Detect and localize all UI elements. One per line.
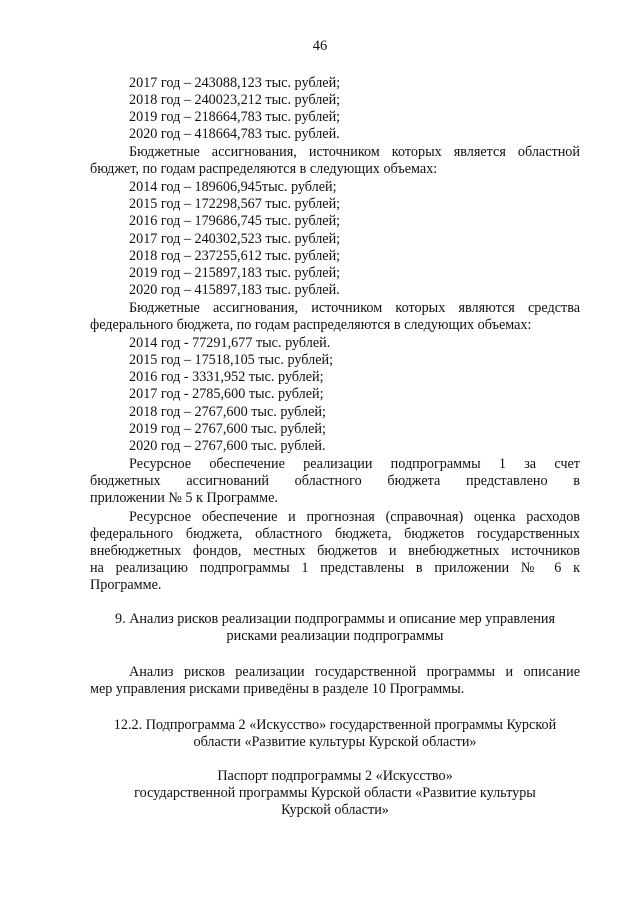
- section-9-heading: [90, 611, 580, 645]
- forecast-line: федерального бюджета, областного бюджета, бюджетов государственных: [90, 526, 580, 542]
- regional-list-item: 2020 год – 415897,183 тыс. рублей.: [129, 282, 340, 298]
- federal-list-item: 2020 год – 2767,600 тыс. рублей.: [129, 438, 326, 454]
- forecast-line: Программе.: [90, 577, 162, 593]
- list-a-item: 2020 год – 418664,783 тыс. рублей.: [129, 126, 340, 142]
- federal-intro-line: федерального бюджета, по годам распределяются в следующих объемах:: [90, 317, 532, 333]
- forecast-line: на реализацию подпрограммы 1 представлены в приложении № 6 к: [90, 560, 580, 576]
- regional-list-item: 2017 год – 240302,523 тыс. рублей;: [129, 231, 341, 247]
- regional-list-item: 2018 год – 237255,612 тыс. рублей;: [129, 248, 341, 264]
- regional-list-item: 2016 год – 179686,745 тыс. рублей;: [129, 213, 341, 229]
- resource-line: Ресурсное обеспечение реализации подпрограммы 1 за счет: [129, 456, 580, 472]
- section-9-heading-line: рисками реализации подпрограммы: [226, 628, 444, 644]
- passport-heading-line: Паспорт подпрограммы 2 «Искусство»: [217, 768, 453, 784]
- list-a-item: 2018 год – 240023,212 тыс. рублей;: [129, 92, 341, 108]
- forecast-line: Ресурсное обеспечение и прогнозная (справочная) оценка расходов: [129, 509, 580, 525]
- risk-paragraph: [90, 664, 580, 698]
- federal-list-item: 2015 год – 17518,105 тыс. рублей;: [129, 352, 334, 368]
- passport-heading-line: Курской области»: [281, 802, 389, 818]
- federal-budget-paragraph: [90, 300, 580, 334]
- risk-line: мер управления рисками приведёны в разделе 10 Программы.: [90, 681, 465, 697]
- section-9-heading-line: 9. Анализ рисков реализации подпрограммы и описание мер управления: [115, 611, 555, 627]
- federal-list-item: 2017 год - 2785,600 тыс. рублей;: [129, 386, 324, 402]
- resource-paragraph: [90, 456, 580, 507]
- subprogram-2-heading-line: области «Развитие культуры Курской области»: [193, 734, 477, 750]
- list-a-item: 2019 год – 218664,783 тыс. рублей;: [129, 109, 341, 125]
- list-a-item: 2017 год – 243088,123 тыс. рублей;: [129, 75, 341, 91]
- federal-list-item: 2014 год - 77291,677 тыс. рублей.: [129, 335, 331, 351]
- forecast-paragraph: [90, 509, 580, 594]
- federal-list-item: 2018 год – 2767,600 тыс. рублей;: [129, 404, 326, 420]
- subprogram-2-heading: [90, 717, 580, 751]
- regional-list-item: 2015 год – 172298,567 тыс. рублей;: [129, 196, 341, 212]
- resource-line: приложении № 5 к Программе.: [90, 490, 278, 506]
- regional-intro-line: Бюджетные ассигнования, источником которых является областной: [129, 144, 580, 160]
- regional-budget-paragraph: [90, 144, 580, 178]
- page-number: 46: [312, 38, 328, 54]
- federal-list-item: 2016 год - 3331,952 тыс. рублей;: [129, 369, 324, 385]
- regional-intro-line: бюджет, по годам распределяются в следующих объемах:: [90, 161, 438, 177]
- subprogram-2-heading-line: 12.2. Подпрограмма 2 «Искусство» государственной программы Курской: [113, 717, 557, 733]
- federal-list-item: 2019 год – 2767,600 тыс. рублей;: [129, 421, 326, 437]
- regional-list-item: 2019 год – 215897,183 тыс. рублей;: [129, 265, 341, 281]
- regional-list-item: 2014 год – 189606,945тыс. рублей;: [129, 179, 337, 195]
- passport-heading: [90, 768, 580, 819]
- forecast-line: внебюджетных фондов, местных бюджетов и внебюджетных источников: [90, 543, 580, 559]
- federal-intro-line: Бюджетные ассигнования, источником которых являются средства: [129, 300, 580, 316]
- risk-line: Анализ рисков реализации государственной программы и описание: [129, 664, 580, 680]
- resource-line: бюджетных ассигнований областного бюджета представлено в: [90, 473, 580, 489]
- passport-heading-line: государственной программы Курской области «Развитие культуры: [134, 785, 536, 801]
